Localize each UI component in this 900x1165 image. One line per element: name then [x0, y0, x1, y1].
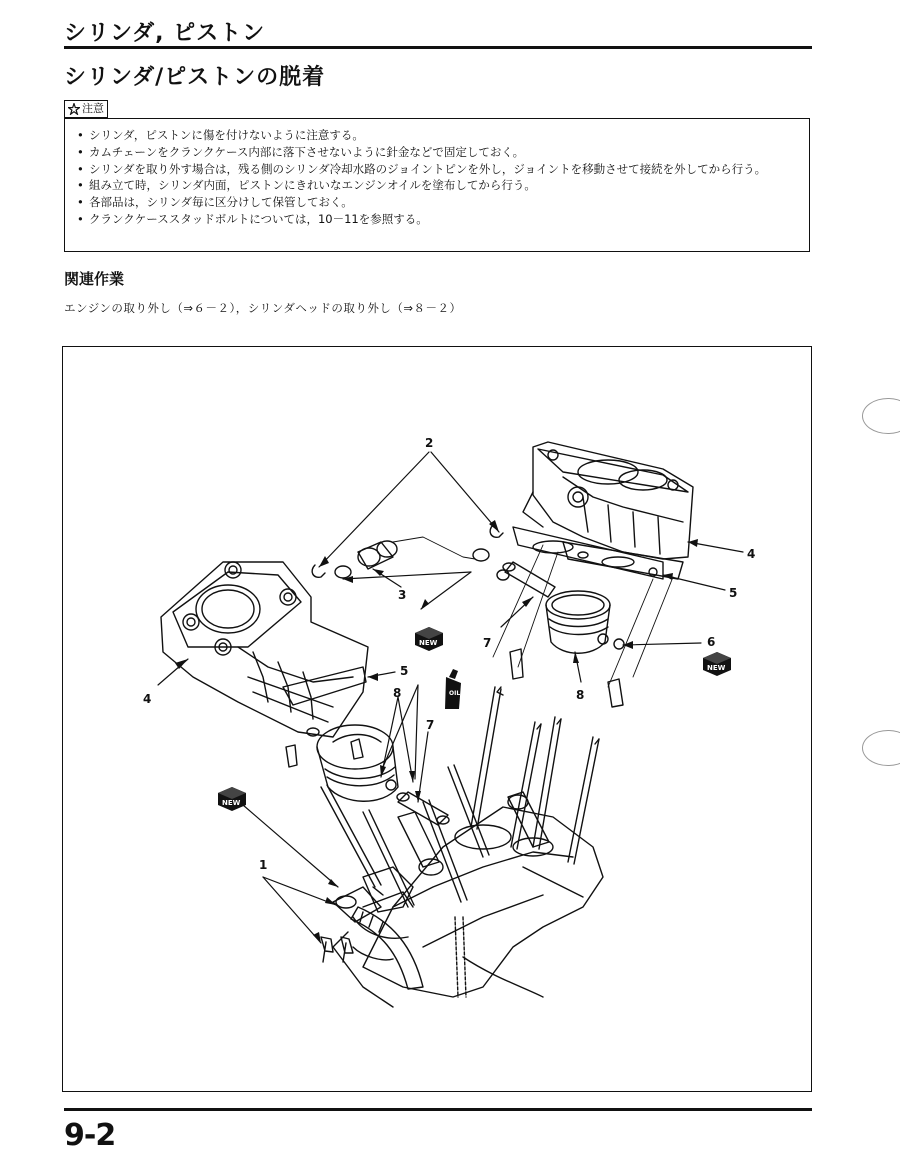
- callout-5-right: 5: [729, 586, 738, 600]
- new-tag: NEW: [419, 639, 438, 647]
- star-hand-icon: [68, 103, 80, 115]
- bullet: •: [77, 128, 84, 142]
- footer-rule: [64, 1108, 812, 1111]
- caution-item-text: シリンダを取り外す場合は，残る側のシリンダ冷却水路のジョイントピンを外し，ジョイントを移動させて接続を外してから行う。: [89, 161, 767, 176]
- caution-item: [77, 127, 799, 144]
- oil-icon: [445, 669, 461, 709]
- callout-2: 2: [425, 436, 434, 450]
- caution-item: [77, 177, 799, 194]
- caution-item: [77, 144, 799, 161]
- new-badge-icon: [703, 652, 731, 676]
- crankcase-illustration: [333, 807, 603, 1007]
- dowel-pins-right: [510, 649, 623, 707]
- callout-3: 3: [398, 588, 407, 602]
- callout-8-right: 8: [576, 688, 585, 702]
- callout-6: 6: [707, 635, 716, 649]
- section-title: シリンダ, ピストン: [64, 21, 266, 46]
- new-badge-icon: [415, 627, 443, 651]
- section-header: [64, 16, 812, 48]
- right-gasket: [513, 527, 663, 579]
- left-cylinder-illustration: [161, 562, 368, 737]
- caution-box: [64, 118, 810, 252]
- callout-8-left: 8: [393, 686, 402, 700]
- callout-7-left: 7: [426, 718, 435, 732]
- callout-4-left: 4: [143, 692, 152, 706]
- related-work-text: エンジンの取り外し（⇒６－２），シリンダヘッドの取り外し（⇒８－２）: [64, 301, 462, 315]
- callout-5-left: 5: [400, 664, 409, 678]
- o-rings-and-collar: [312, 525, 509, 580]
- bullet: •: [77, 144, 84, 159]
- caution-item-text: 各部品は，シリンダ毎に区分けして保管しておく。: [89, 195, 353, 210]
- exploded-diagram: [62, 346, 812, 1092]
- caution-label: [64, 100, 108, 118]
- callout-4-right: 4: [747, 547, 756, 561]
- new-tag: NEW: [707, 664, 726, 672]
- piston-pin-right: [503, 562, 555, 597]
- stud-bolts-left: [321, 765, 489, 907]
- related-work-heading: 関連作業: [64, 270, 125, 288]
- bullet: •: [77, 195, 84, 210]
- caution-item: [77, 211, 799, 228]
- dowel-pins-left: [286, 739, 363, 767]
- arrowheads: [175, 520, 698, 943]
- piston-pin-left: [397, 792, 449, 825]
- bullet: •: [77, 211, 84, 226]
- caution-item: [77, 194, 799, 211]
- page-title: シリンダ/ピストンの脱着: [64, 65, 326, 90]
- caution-item-text: シリンダ，ピストンに傷を付けないように注意する。: [89, 128, 364, 142]
- binder-hole: [862, 398, 900, 434]
- stud-bolts-right: [471, 687, 599, 864]
- piston-pin-clip: [614, 639, 624, 649]
- caution-label-text: 注意: [82, 102, 104, 115]
- caution-item-text: カムチェーンをクランクケース内部に落下させないように針金などで固定しておく。: [89, 144, 525, 159]
- callout-7-right: 7: [483, 636, 492, 650]
- caution-item-text: クランクケーススタッドボルトについては，10－11を参照する。: [89, 211, 428, 226]
- header-rule: [64, 46, 812, 49]
- new-badge-icon: [218, 787, 246, 811]
- exploded-diagram-drawing: [63, 347, 812, 1092]
- binder-hole: [862, 730, 900, 766]
- bullet: •: [77, 178, 84, 193]
- right-piston-illustration: [546, 591, 610, 653]
- caution-item: [77, 161, 799, 178]
- callout-1: 1: [259, 858, 268, 872]
- bullet: •: [77, 161, 84, 176]
- page-number: 9-2: [64, 1118, 116, 1153]
- new-tag: NEW: [222, 799, 241, 807]
- caution-item-text: 組み立て時，シリンダ内面，ピストンにきれいなエンジンオイルを塗布してから行う。: [89, 178, 536, 193]
- oil-tag: OIL: [449, 690, 461, 697]
